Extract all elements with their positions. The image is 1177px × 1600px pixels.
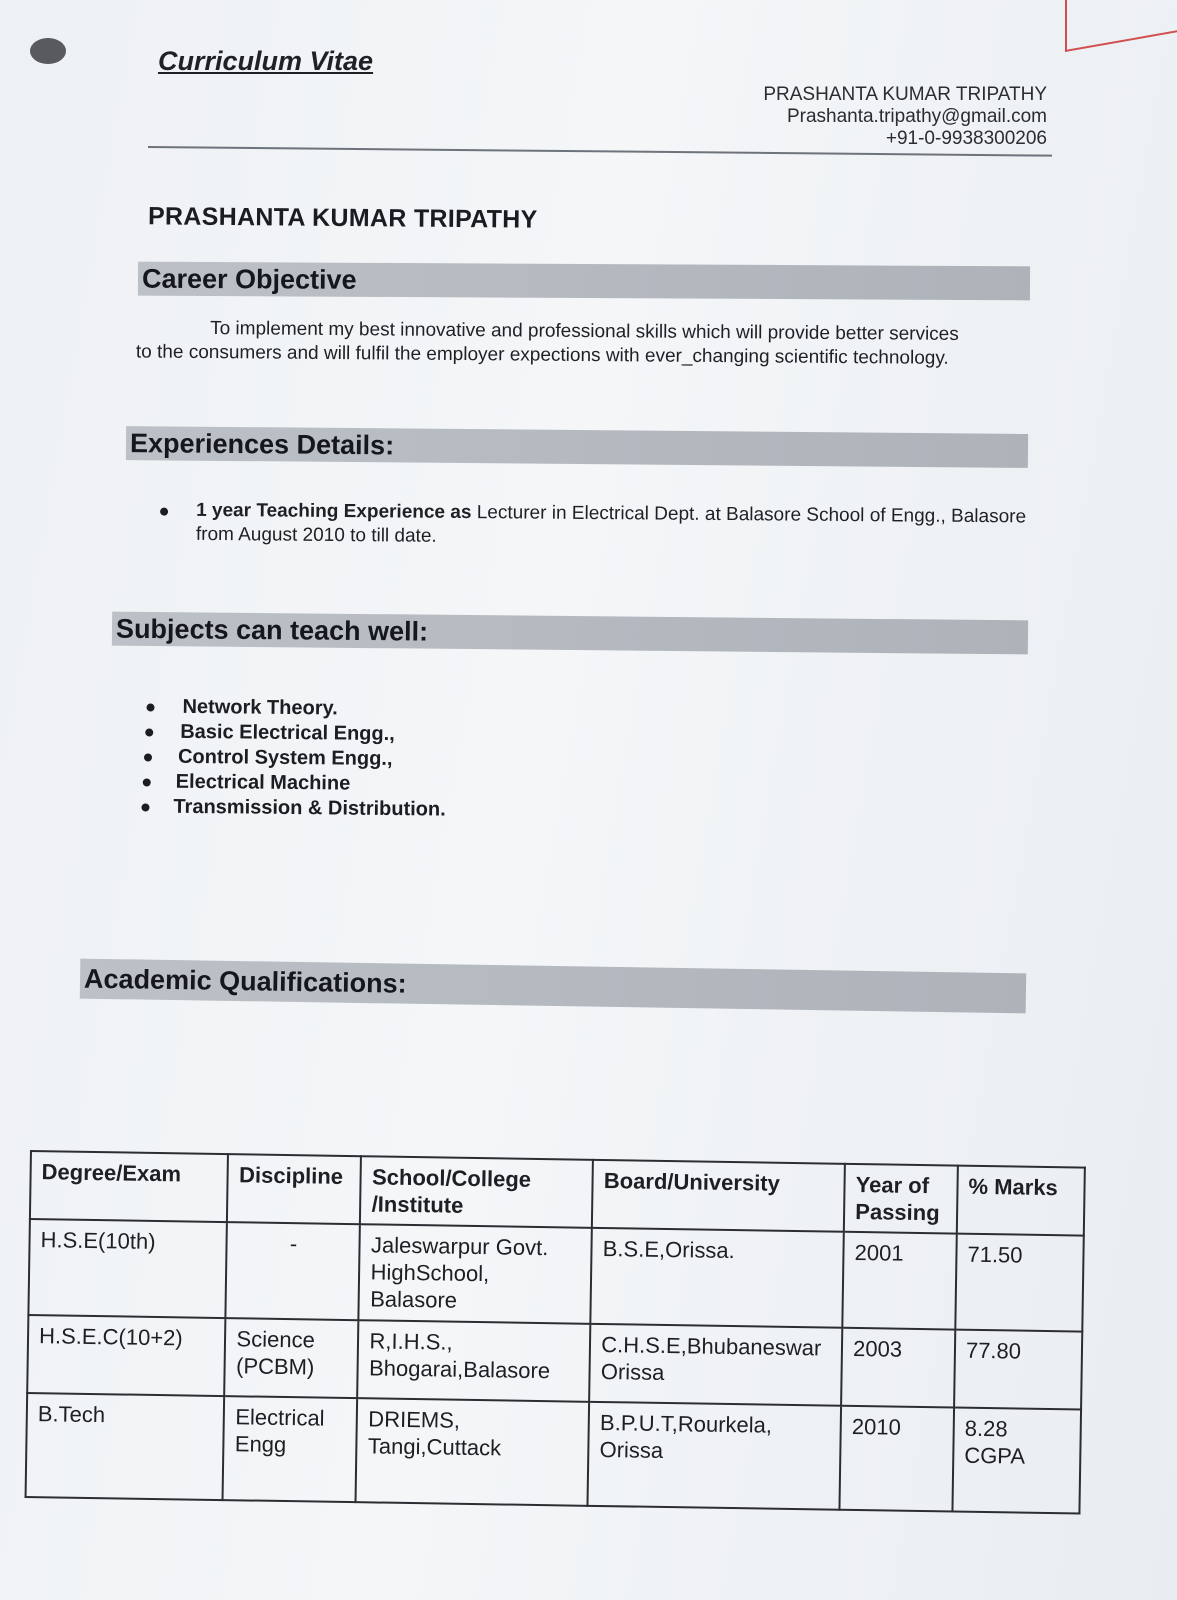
table-cell: 2003 [841, 1328, 955, 1408]
subjects-heading: Subjects can teach well: [112, 612, 1028, 655]
experience-text [160, 499, 1026, 554]
bullet-icon [145, 728, 153, 736]
list-item: Electrical Machine [140, 769, 447, 797]
experience-heading: Experiences Details: [126, 426, 1028, 468]
bullet-icon [143, 778, 151, 786]
table-cell: B.Tech [26, 1393, 225, 1500]
column-header: Year of Passing [844, 1164, 958, 1234]
table-cell: H.S.E.C(10+2) [27, 1315, 226, 1396]
contact-name: PRASHANTA KUMAR TRIPATHY [763, 84, 1047, 105]
academic-heading: Academic Qualifications: [80, 959, 1027, 1014]
column-header: Discipline [227, 1154, 361, 1224]
table-cell: 8.28 CGPA [952, 1408, 1081, 1514]
table-cell: 2010 [840, 1406, 954, 1512]
column-header: Board/University [592, 1160, 845, 1232]
table-cell: 71.50 [955, 1234, 1084, 1332]
experience-bold: 1 year Teaching Experience as [196, 499, 472, 524]
column-header: % Marks [957, 1166, 1085, 1236]
list-item: Basic Electrical Engg., [140, 719, 447, 747]
table-row [26, 1393, 1082, 1514]
document-title: Curriculum Vitae [158, 46, 374, 76]
experience-rest: Lecturer in Electrical Dept. at Balasore School of Engg., Balasore from August 2010 to till date. [195, 502, 1027, 547]
table-cell: 2001 [842, 1232, 956, 1330]
column-header: School/College /Institute [360, 1156, 593, 1228]
column-header: Degree/Exam [30, 1151, 229, 1222]
contact-phone: +91-0-9938300206 [885, 128, 1047, 149]
career-objective-text [136, 316, 1036, 371]
list-item: Control System Engg., [140, 744, 447, 772]
candidate-name: PRASHANTA KUMAR TRIPATHY [147, 202, 538, 234]
table-cell: Electrical Engg [223, 1396, 358, 1502]
academic-table [25, 1150, 1086, 1515]
table-cell: R,I.H.S., Bhogarai,Balasore [358, 1320, 591, 1402]
bullet-icon [146, 703, 154, 711]
career-objective-heading: Career Objective [138, 262, 1030, 301]
contact-block [763, 84, 1047, 150]
table-cell: DRIEMS, Tangi,Cuttack [356, 1398, 589, 1506]
table-cell: B.P.U.T,Rourkela, Orissa [588, 1402, 842, 1510]
table-cell: B.S.E,Orissa. [591, 1228, 844, 1328]
subjects-list [139, 694, 447, 822]
list-item: Transmission & Distribution. [139, 794, 446, 822]
table-cell: Science (PCBM) [225, 1318, 359, 1398]
punch-hole [30, 38, 66, 64]
list-item: Network Theory. [140, 694, 447, 722]
bullet-icon [141, 803, 149, 811]
table-row [28, 1219, 1083, 1332]
table-cell: H.S.E(10th) [28, 1219, 227, 1318]
bullet-icon [144, 753, 152, 761]
table-cell: C.H.S.E,Bhubaneswar Orissa [589, 1324, 842, 1406]
experience-item [160, 499, 1026, 554]
table-cell: Jaleswarpur Govt. HighSchool, Balasore [359, 1224, 592, 1324]
table-cell: - [226, 1222, 360, 1320]
career-objective-line-1: To implement my best innovative and professional skills which will provide better services [210, 318, 959, 345]
table-cell: 77.80 [954, 1330, 1082, 1410]
career-objective-line-2: to the consumers and will fulfil the employer expections with ever_changing scientific technology. [135, 341, 949, 369]
bullet-icon [160, 508, 168, 516]
contact-email: Prashanta.tripathy@gmail.com [786, 106, 1047, 127]
